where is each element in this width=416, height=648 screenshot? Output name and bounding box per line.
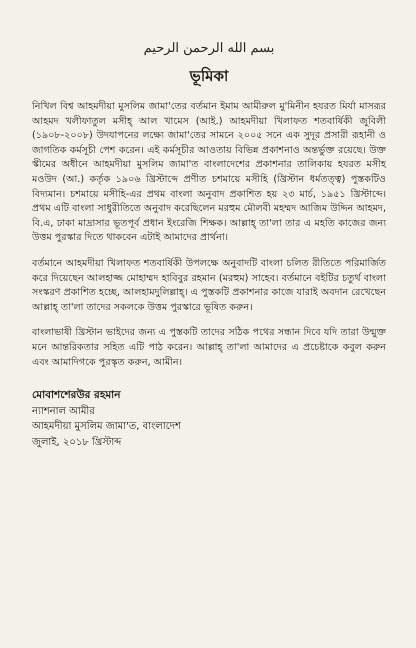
bismillah-calligraphy: بسم الله الرحمن الرحيم — [143, 41, 275, 56]
paragraph-1: নিখিল বিশ্ব আহমদীয়া মুসলিম জামা'তের বর্তমান ইমাম আমীরুল মু'মিনীন হযরত মির্যা মাসরূর আহমদ খলীফাতুল মসীহ্ আল খামেস (আই.) আহমদীয়া খিলাফত শতবার্ষিকী জুবিলী (১৯০৮-২০০৮) উদযাপনের লক্ষ্যে জামা'তের সামনে ২০০৫ সনে এক সুদূর প্রসারী রূহানী ও জাগতিক কর্মসূচী পেশ করেন। এই কর্মসূচীর আওতায় বিভিন্ন প্রকাশনাও অন্তর্ভুক্ত রয়েছে। উক্ত স্কীমের অধীনে আহমদীয়া মুসলিম জামা'ত বাংলাদেশের প্রকাশনার তালিকায় হযরত মসীহ মওউদ (আ.) কর্তৃক ১৯০৬ খ্রিস্টাব্দে প্রণীত চশমায়ে মসীহি (খ্রিস্টান ধর্মতত্ত্ব) পুস্তকটিও বিদ্যমান। চশমায়ে মসীহি-এর প্রথম বাংলা অনুবাদ প্রকাশিত হয় ২৩ মার্চ, ১৯৫১ খ্রিস্টাব্দে। প্রথম এটি বাংলা সাধুরীতিতে অনুবাদ করেছিলেন মরহুম মৌলবী মহম্মদ আজিম উদ্দিন আহমদ, বি.এ, ঢাকা মাদ্রাসার ভূতপূর্ব প্রধান ইংরেজি শিক্ষক। আল্লাহ্ তা'লা তার এ মহতি কাজের জন্য উত্তম পুরস্কার দিতে থাকবেন এটাই আমাদের প্রার্থনা। — [32, 101, 386, 244]
page-title: ভূমিকা — [189, 67, 229, 85]
signatory-name: মোবাশশেরউর রহমান — [32, 389, 121, 402]
signature-date: জুলাই, ২০১৮ খ্রিস্টাব্দ — [32, 436, 122, 448]
paragraph-3: বাংলাভাষী খ্রিস্টান ভাইদের জন্য এ পুস্তকটি তাদের সঠিক পথের সন্ধান দিবে যদি তারা উন্মুক্ত মনে আন্তরিকতার সহিত এটি পাঠ করেন। আল্লাহ্ তা'লা আমাদের এ প্রচেষ্টাকে কবুল করুন এবং আমাদিগকে পুরস্কৃত করুন, আমীন। — [32, 327, 386, 368]
paragraph-2: বর্তমানে আহমদীয়া খিলাফত শতবার্ষিকী উপলক্ষে অনুবাদটি বাংলা চলিত রীতিতে পরিমার্জিত করে দিয়েছেন আলহাজ্জ মোহাম্মদ হাবিবুর রহমান (মরহুম) সাহেব। বর্তমানে বইটির চতুর্থ বাংলা সংস্করণ প্রকাশিত হচ্ছে, আলহামদুলিল্লাহ্। এ পুস্তকটি প্রকাশনার কাজে যারাই অবদান রেখেছেন আল্লাহ্ তা'লা তাদের সকলকে উত্তম পুরস্কারে ভূষিত করুন। — [32, 257, 386, 313]
signature-block — [32, 388, 386, 450]
signatory-organization: আহমদীয়া মুসলিম জামা'ত, বাংলাদেশ — [32, 421, 181, 433]
signatory-designation: ন্যাশনাল আমীর — [32, 405, 95, 417]
